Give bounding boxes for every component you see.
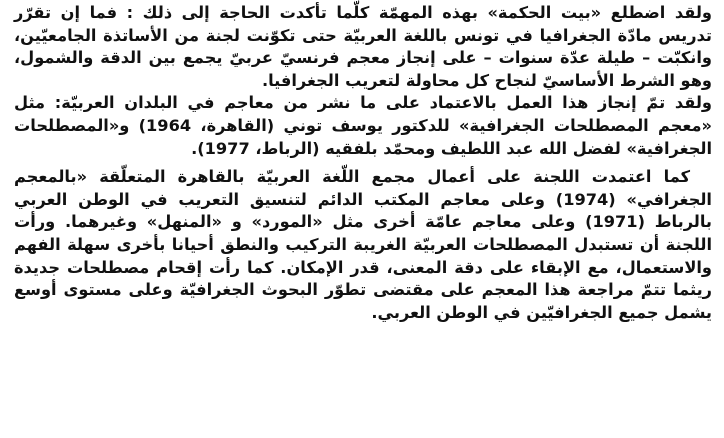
paragraph-committee-method: كما اعتمدت اللجنة على أعمال مجمع اللّغة العربيّة بالقاهرة المتعلّقة «بالمعجم الجغرافي» (1974) وعلى معاجم المكتب الدائم لتنسيق التعريب في الوطن العربي بالرباط (1971) وعلى معاجم عامّة أخرى مثل «المورد» و «المنهل» وغيرهما. ورأت اللجنة أن تستبدل المصطلحات العربيّة الغريبة التركيب والنطق أحيانا بأخرى سهلة الفهم والاستعمال، مع الإبقاء على دقة المعنى، قدر الإمكان. كما رأت إقحام مصطلحات جديدة ريثما تتمّ مراجعة هذا المعجم على مقتضى تطوّر البحوث الجغرافيّة وعلى مستوى أوسع يشمل جميع الجغرافيّين في الوطن العربي.: [14, 167, 713, 322]
paragraph-sources: ولقد تمّ إنجاز هذا العمل بالاعتماد على ما نشر من معاجم في البلدان العربيّة: مثل «معجم المصطلحات الجغرافية» للدكتور يوسف توني (القاهرة، 1964) و«المصطلحات الجغرافية» لفضل الله عبد اللطيف ومحمّد بلفقيه (الرباط، 1977).: [14, 93, 712, 158]
paragraph-bayt-al-hikma: ولقد اضطلع «بيت الحكمة» بهذه المهمّة كلّما تأكدت الحاجة إلى ذلك : فما إن تقرّر تدريس مادّة الجغرافيا في تونس باللغة العربيّة حتى تكوّنت لجنة من الأساتذة الجامعيّين، وانكبّت – طيلة عدّة سنوات – على إنجاز معجم فرنسيّ عربيّ يجمع بين الدقة والشمول، وهو الشرط الأساسيّ لنجاح كل محاولة لتعريب الجغرافيا.: [14, 3, 712, 90]
